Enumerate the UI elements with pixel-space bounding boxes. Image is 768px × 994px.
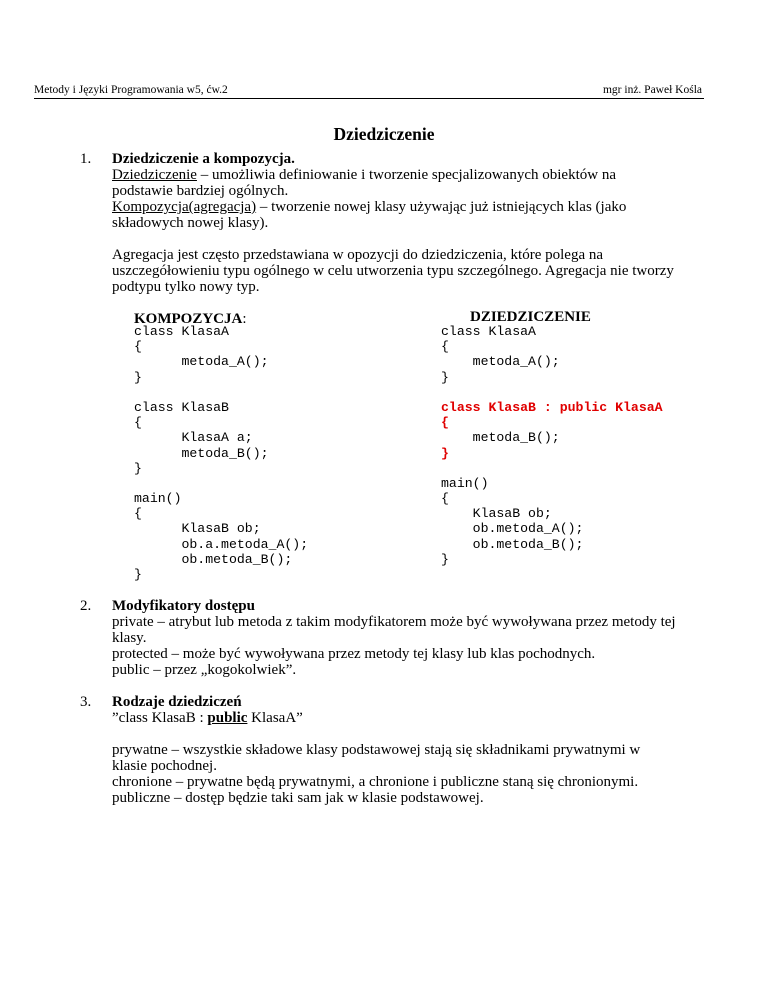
- body-line: publiczne – dostęp będzie taki sam jak w klasie podstawowej.: [112, 790, 484, 806]
- inheritance-code-line: ob.metoda_A();: [441, 521, 584, 537]
- example-keyword: public: [207, 710, 248, 726]
- section-3-body: [112, 742, 690, 806]
- example-line: [112, 710, 690, 726]
- inheritance-code-line: {: [441, 491, 449, 507]
- inheritance-code: [441, 324, 663, 567]
- example-post: KlasaA”: [247, 710, 303, 726]
- body-line: chronione – prywatne będą prywatnymi, a chronione i publiczne staną się chronionymi.: [112, 774, 639, 790]
- body-line: protected – może być wywoływana przez metody tej klasy lub klas pochodnych.: [112, 646, 596, 662]
- composition-heading-colon: :: [242, 311, 247, 327]
- inheritance-heading: DZIEDZICZENIE: [470, 309, 591, 325]
- section-3-heading: Rodzaje dziedziczeń: [112, 694, 242, 710]
- inheritance-code-line: metoda_A();: [441, 354, 560, 370]
- inheritance-code-line: }: [441, 445, 449, 461]
- def-text: – tworzenie nowej klasy używając już istniejących klas (jako: [256, 199, 627, 215]
- inheritance-code-line: metoda_B();: [441, 430, 560, 446]
- composition-code-line: }: [134, 567, 142, 582]
- composition-code-line: ob.metoda_B();: [134, 551, 293, 567]
- composition-code-line: main(): [134, 491, 182, 507]
- page-header: [34, 84, 704, 99]
- section-3-number: 3.: [80, 694, 92, 710]
- paragraph-line: podtypu tylko nowy typ.: [112, 279, 260, 295]
- composition-code-line: {: [134, 415, 142, 431]
- section-1-number: 1.: [80, 151, 92, 167]
- def-term-inheritance: Dziedziczenie: [112, 167, 197, 183]
- header-course: Metody i Języki Programowania w5, ćw.2: [34, 84, 228, 96]
- body-line: prywatne – wszystkie składowe klasy podstawowej stają się składnikami prywatnymi w: [112, 742, 641, 758]
- section-2-heading: Modyfikatory dostępu: [112, 598, 255, 614]
- section-1-paragraph: [112, 247, 690, 295]
- header-author: mgr inż. Paweł Kośla: [602, 84, 702, 96]
- composition-code-line: class KlasaB: [134, 399, 229, 415]
- composition-code-line: {: [134, 506, 142, 522]
- inheritance-code-line: {: [441, 339, 449, 355]
- inheritance-code-line: [441, 461, 663, 476]
- composition-code-line: {: [134, 339, 142, 355]
- example-pre: ”class KlasaB :: [112, 710, 208, 726]
- section-3-example: [112, 710, 690, 726]
- def-line: [112, 167, 690, 183]
- def-line: [112, 199, 690, 215]
- inheritance-code-line: KlasaB ob;: [441, 506, 552, 522]
- inheritance-code-line: class KlasaA: [441, 324, 536, 339]
- inheritance-code-line: class KlasaB : public KlasaA: [441, 399, 663, 415]
- inheritance-code-line: {: [441, 415, 449, 431]
- inheritance-code-line: ob.metoda_B();: [441, 536, 584, 552]
- body-line: public – przez „kogokolwiek”.: [112, 662, 297, 678]
- section-1-definitions: [112, 167, 690, 231]
- def-term-composition: Kompozycja(agregacja): [112, 199, 257, 215]
- inheritance-code-line: }: [441, 551, 449, 567]
- def-text: – umożliwia definiowanie i tworzenie specjalizowanych obiektów na: [196, 167, 616, 183]
- inheritance-code-line: [441, 385, 663, 400]
- composition-code-line: [134, 476, 308, 491]
- composition-code-line: KlasaB ob;: [134, 521, 261, 537]
- composition-code: [134, 324, 308, 582]
- composition-code-line: class KlasaA: [134, 324, 229, 339]
- paragraph-line: Agregacja jest często przedstawiana w opozycji do dziedziczenia, które polega na: [112, 247, 604, 263]
- section-2-number: 2.: [80, 598, 92, 614]
- composition-heading-text: KOMPOZYCJA: [134, 311, 243, 327]
- paragraph-line: uszczegółowieniu typu ogólnego w celu utworzenia typu szczególnego. Agregacja nie tworzy: [112, 263, 674, 279]
- body-line: private – atrybut lub metoda z takim modyfikatorem może być wywoływana przez metody tej: [112, 614, 676, 630]
- composition-code-line: metoda_B();: [134, 445, 269, 461]
- composition-code-line: }: [134, 369, 142, 385]
- body-line: klasy.: [112, 630, 147, 646]
- section-1-heading: Dziedziczenie a kompozycja.: [112, 151, 295, 167]
- def-line: podstawie bardziej ogólnych.: [112, 183, 289, 199]
- body-line: klasie pochodnej.: [112, 758, 217, 774]
- def-line: składowych nowej klasy).: [112, 215, 269, 231]
- inheritance-code-line: }: [441, 369, 449, 385]
- composition-code-line: ob.a.metoda_A();: [134, 536, 309, 552]
- page-title: Dziedziczenie: [333, 124, 435, 144]
- composition-code-line: metoda_A();: [134, 354, 269, 370]
- composition-code-line: }: [134, 460, 142, 476]
- inheritance-code-line: main(): [441, 475, 489, 491]
- composition-code-line: [134, 385, 308, 400]
- section-2-body: [112, 614, 690, 678]
- composition-code-line: KlasaA a;: [134, 430, 253, 446]
